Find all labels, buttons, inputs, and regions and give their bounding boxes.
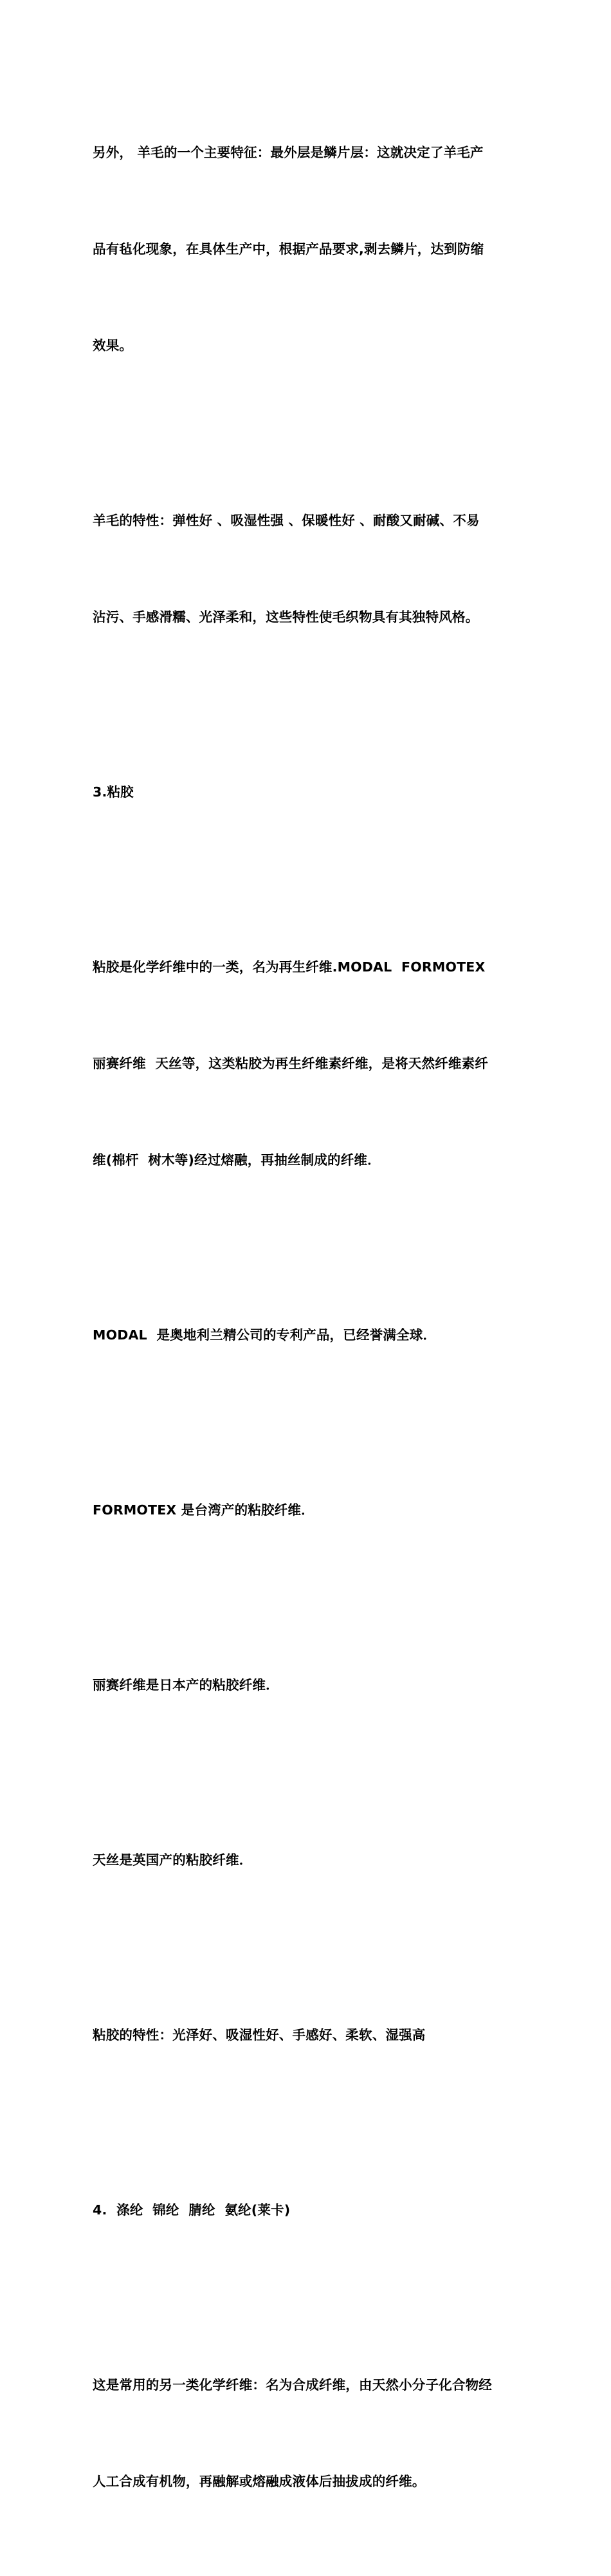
paragraph-wool-scale <box>93 72 520 426</box>
text-line: 丽赛纤维是日本产的粘胶纤维． <box>93 1677 279 1693</box>
document-page <box>93 72 520 2576</box>
text-line: 粘胶的特性：光泽好、吸湿性好、手感好、柔软、湿强高 <box>93 2027 426 2043</box>
text-line: 这是常用的另一类化学纤维：名为合成纤维，由天然小分子化合物经 <box>93 2377 492 2393</box>
paragraph-viscose-intro <box>93 887 520 1240</box>
paragraph-lisai <box>93 1605 520 1765</box>
text-line: FORMOTEX 是台湾产的粘胶纤维． <box>93 1502 315 1518</box>
text-line: 天丝是英国产的粘胶纤维． <box>93 1852 253 1868</box>
text-line: 人工合成有机物，再融解或熔融成液体后抽拔成的纤维。 <box>93 2474 426 2489</box>
paragraph-formotex <box>93 1430 520 1590</box>
text-line: 另外， 羊毛的一个主要特征：最外层是鳞片层：这就决定了羊毛产 <box>93 145 484 160</box>
section-heading-viscose <box>93 712 520 872</box>
heading-text: 3.粘胶 <box>93 784 134 800</box>
text-line: 粘胶是化学纤维中的一类，名为再生纤维.MODAL FORMOTEX <box>93 959 486 975</box>
paragraph-synthetic-intro <box>93 2305 520 2562</box>
text-line: 品有毡化现象，在具体生产中，根据产品要求,剥去鳞片，达到防缩 <box>93 241 484 257</box>
paragraph-tencel <box>93 1780 520 1940</box>
text-line: MODAL 是奥地利兰精公司的专利产品，已经誉满全球． <box>93 1327 437 1343</box>
paragraph-modal <box>93 1255 520 1415</box>
text-line: 羊毛的特性：弹性好 、吸湿性强 、保暖性好 、耐酸又耐碱、不易 <box>93 513 480 528</box>
text-line: 沾污、手感滑糯、光泽柔和，这些特性使毛织物具有其独特风格。 <box>93 609 479 625</box>
paragraph-wool-properties <box>93 440 520 697</box>
text-line: 丽赛纤维 天丝等，这类粘胶为再生纤维素纤维，是将天然纤维素纤 <box>93 1056 488 1071</box>
text-line: 维(棉杆 树木等)经过熔融，再抽丝制成的纤维． <box>93 1152 381 1168</box>
text-line: 效果。 <box>93 338 133 353</box>
paragraph-viscose-properties <box>93 1955 520 2115</box>
heading-text: 4. 涤纶 锦纶 腈纶 氨纶(莱卡) <box>93 2202 291 2218</box>
section-heading-synthetic <box>93 2130 520 2290</box>
